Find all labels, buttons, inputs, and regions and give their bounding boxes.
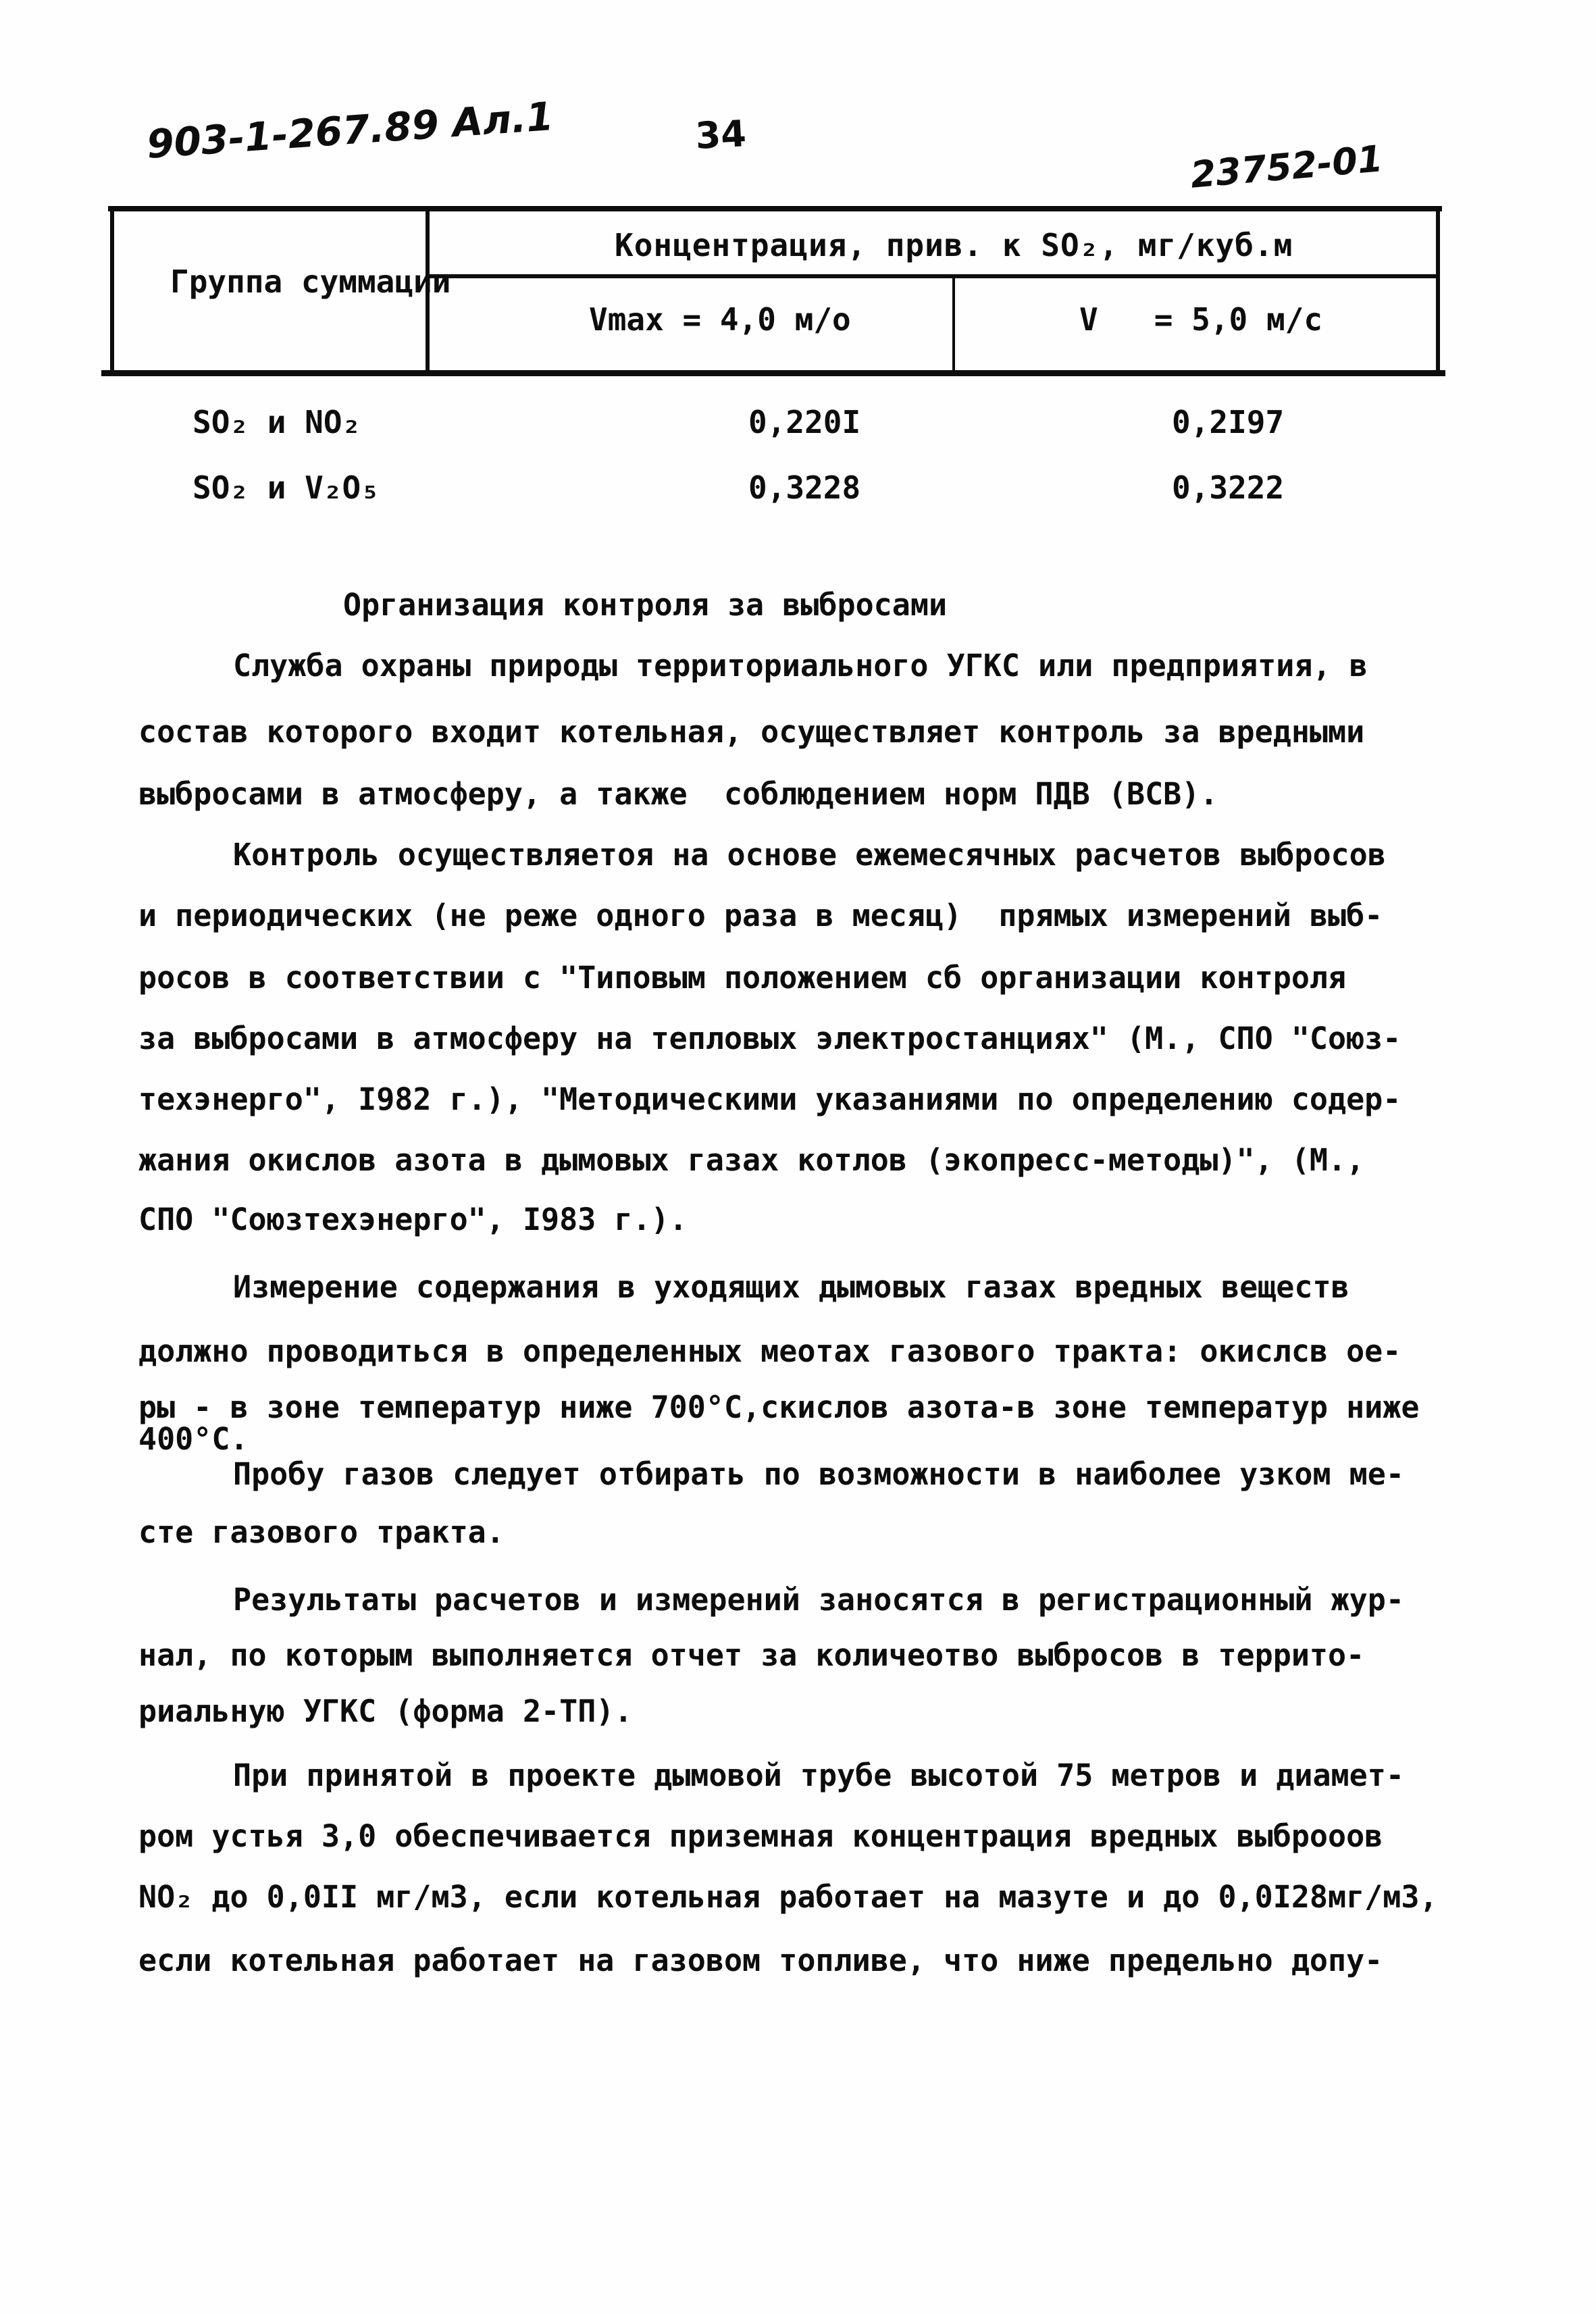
paragraph-line: Служба охраны природы территориального УГКС или предприятия, в bbox=[233, 648, 1368, 684]
table-row-value: 0,220I bbox=[748, 404, 861, 440]
paragraph-line: и периодических (не реже одного раза в месяц) прямых измерений выб- bbox=[138, 898, 1383, 933]
paragraph-line: риальную УГКС (форма 2-ТП). bbox=[138, 1693, 633, 1729]
table-subheader-v5: V = 5,0 м/с bbox=[1079, 301, 1323, 338]
paragraph-line: ры - в зоне температур ниже 700°С,скислов азота-в зоне температур ниже bbox=[138, 1389, 1420, 1425]
table-col1-header: Группа суммации bbox=[170, 263, 451, 300]
paragraph-line: должно проводиться в определенных меотах газового тракта: окислсв ое- bbox=[138, 1333, 1401, 1369]
section-title: Организация контроля за выбросами bbox=[343, 587, 948, 623]
paragraph-line: 400°С. bbox=[138, 1421, 249, 1457]
paragraph-line: нал, по которым выполняется отчет за количеотво выбросов в террито- bbox=[138, 1637, 1365, 1673]
paragraph-line: техэнерго", I982 г.), "Методическими указаниями по определению содер- bbox=[138, 1081, 1401, 1117]
paragraph-line: сте газового тракта. bbox=[138, 1514, 505, 1550]
table-subcolumn-divider bbox=[952, 277, 955, 376]
paragraph-line: выбросами в атмосферу, а также соблюдением норм ПДВ (ВСВ). bbox=[138, 776, 1218, 812]
paragraph-line: состав которого входит котельная, осуществляет контроль за вредными bbox=[138, 714, 1365, 750]
table-col2-header: Концентрация, прив. к SO₂, мг/куб.м bbox=[615, 227, 1293, 263]
paragraph-line: жания окислов азота в дымовых газах котлов (экопресс-методы)", (М., bbox=[138, 1142, 1365, 1178]
paragraph-line: Измерение содержания в уходящих дымовых газах вредных веществ bbox=[233, 1269, 1349, 1305]
table-bottom-border bbox=[101, 370, 1445, 376]
paragraph-line: за выбросами в атмосферу на тепловых электростанциях" (М., СПО "Союз- bbox=[138, 1021, 1401, 1056]
page-number: 34 bbox=[694, 112, 748, 157]
table-row-group: SO₂ и NO₂ bbox=[192, 404, 361, 440]
table-row-value: 0,3228 bbox=[748, 469, 861, 506]
table-top-border bbox=[108, 206, 1442, 211]
stamp-number-handwritten: 23752-01 bbox=[1189, 137, 1385, 197]
table-row-value: 0,2I97 bbox=[1172, 404, 1285, 440]
table-header-underline bbox=[429, 274, 1439, 278]
table-subheader-vmax: Vmax = 4,0 м/о bbox=[589, 301, 851, 338]
paragraph-line: Результаты расчетов и измерений заносятся в регистрационный жур- bbox=[233, 1582, 1404, 1618]
paragraph-line: Пробу газов следует отбирать по возможности в наиболее узком ме- bbox=[233, 1456, 1404, 1492]
table-left-border bbox=[110, 206, 114, 376]
paragraph-line: если котельная работает на газовом топливе, что ниже предельно допу- bbox=[138, 1943, 1383, 1978]
paragraph-line: ром устья 3,0 обеспечивается приземная концентрация вредных выброоов bbox=[138, 1818, 1383, 1854]
paragraph-line: Контроль осуществляетоя на основе ежемесячных расчетов выбросов bbox=[233, 837, 1386, 873]
doc-number-handwritten: 903-1-267.89 Ал.1 bbox=[145, 93, 555, 168]
paragraph-line: NO₂ до 0,0II мг/м3, если котельная работает на мазуте и до 0,0I28мг/м3, bbox=[138, 1879, 1438, 1915]
table-row-group: SO₂ и V₂O₅ bbox=[192, 469, 380, 506]
paragraph-line: При принятой в проекте дымовой трубе высотой 75 метров и диамет- bbox=[233, 1757, 1404, 1793]
paragraph-line: СПО "Союзтехэнерго", I983 г.). bbox=[138, 1202, 688, 1237]
table-row-value: 0,3222 bbox=[1172, 469, 1285, 506]
table-right-border bbox=[1436, 206, 1440, 376]
paragraph-line: росов в соответствии с "Типовым положением сб организации контроля bbox=[138, 960, 1347, 996]
